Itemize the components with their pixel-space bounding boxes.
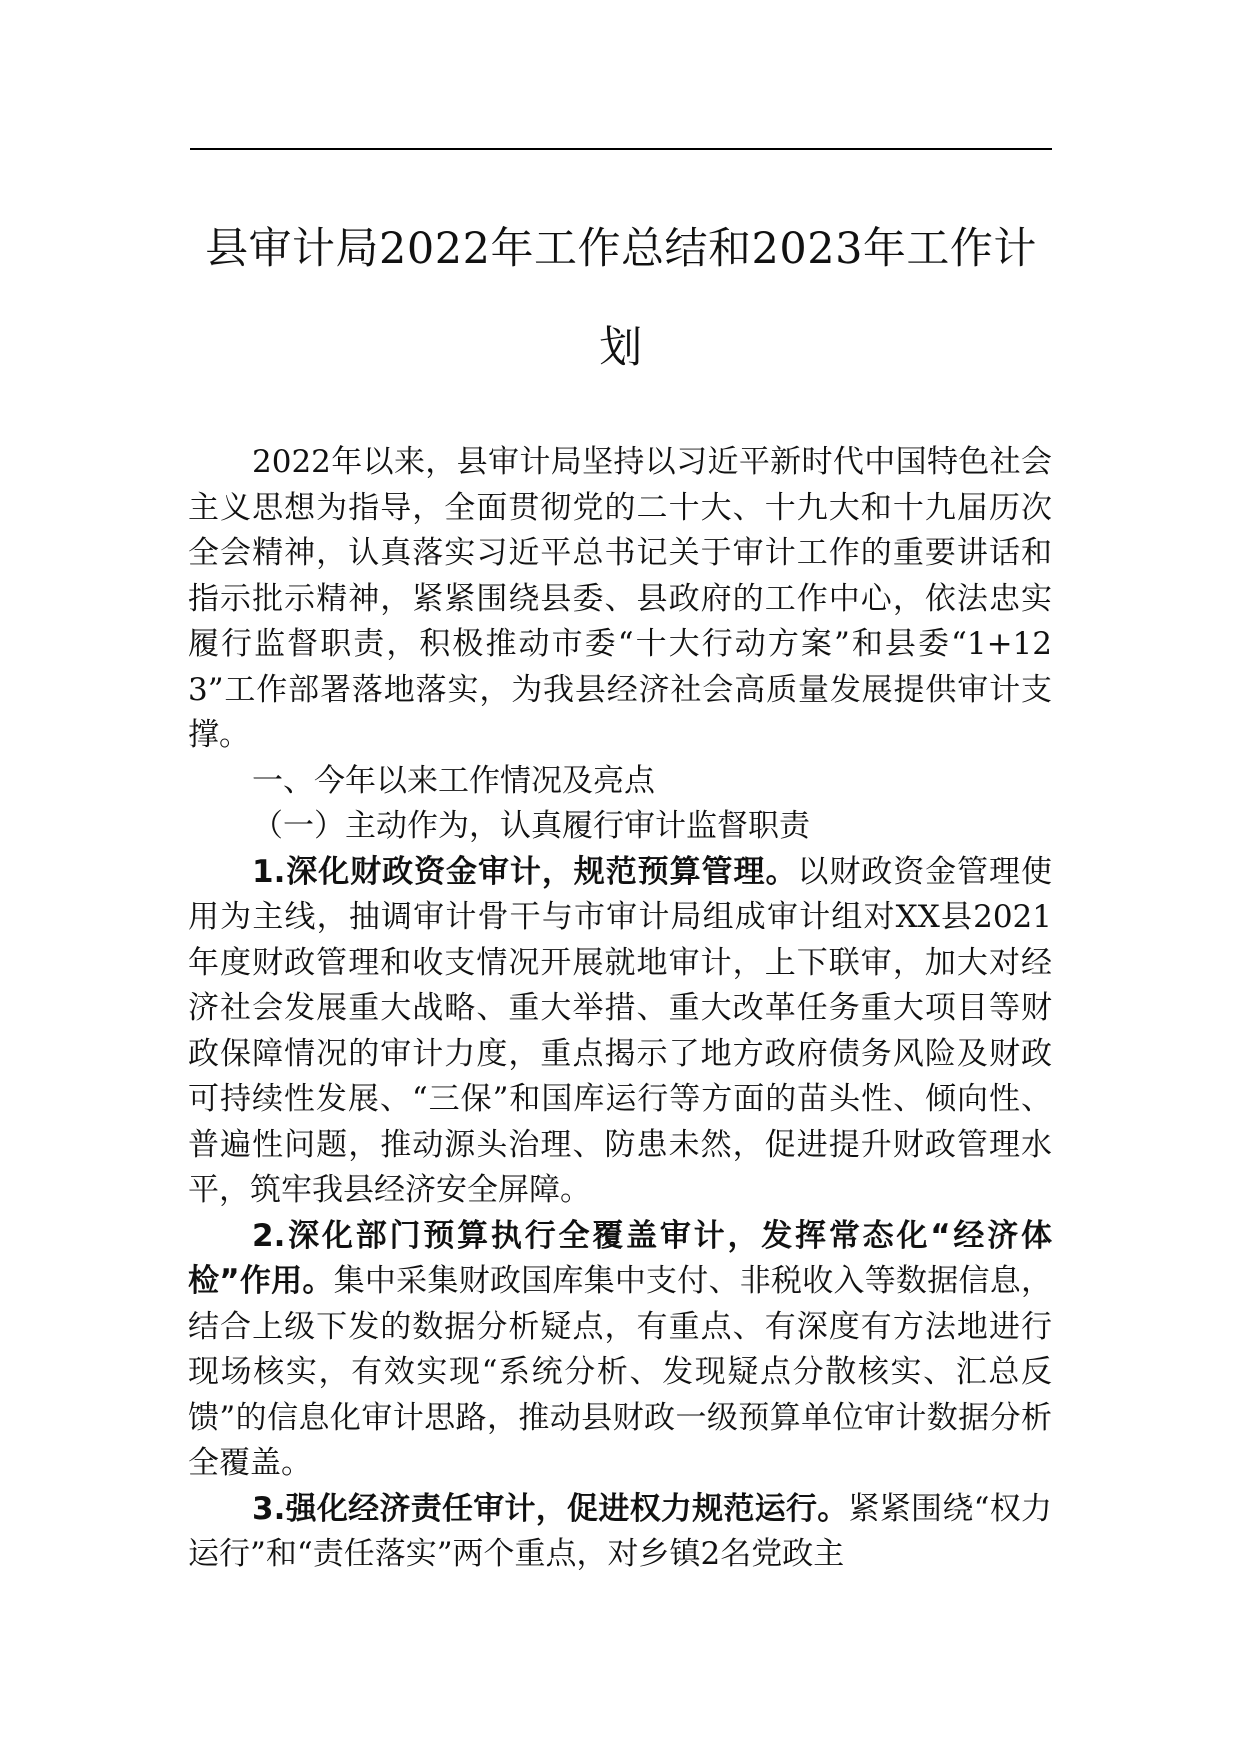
item-lead-1: 1.深化财政资金审计，规范预算管理。 — [252, 853, 798, 890]
item-text-3: 紧紧围绕“权力运行”和“责任落实”两个重点，对乡镇2名党政主 — [188, 1490, 1052, 1572]
header-rule — [190, 148, 1052, 150]
subsection-heading: （一）主动作为，认真履行审计监督职责 — [252, 808, 810, 844]
section-heading: 一、今年以来工作情况及亮点 — [252, 762, 655, 799]
item-lead-3: 3.强化经济责任审计，促进权力规范运行。 — [252, 1490, 849, 1527]
item-paragraph-3 — [188, 1487, 1052, 1578]
item-lead-2: 2.深化部门预算执行全覆盖审计，发挥常态化“经济体检”作用。 — [188, 1217, 1052, 1299]
item-text-1: 以财政资金管理使用为主线，抽调审计骨干与市审计局组成审计组对XX县2021年度财政管理和收支情况开展就地审计，上下联审，加大对经济社会发展重大战略、重大举措、重大改革任务重大项目等财政保障情况的审计力度，重点揭示了地方政府债务风险及财政可持续性发展、“三保”和国库运行等方面的苗头性、倾向性、普遍性问题，推动源头治理、防患未然，促进提升财政管理水平，筑牢我县经济安全屏障。 — [188, 853, 1052, 1208]
item-paragraph-2 — [188, 1214, 1052, 1487]
item-text-2: 集中采集财政国库集中支付、非税收入等数据信息，结合上级下发的数据分析疑点，有重点、有深度有方法地进行现场核实，有效实现“系统分析、发现疑点分散核实、汇总反馈”的信息化审计思路，推动县财政一级预算单位审计数据分析全覆盖。 — [188, 1263, 1053, 1481]
document-body — [188, 440, 1052, 1578]
item-paragraph-1 — [188, 850, 1052, 1214]
document-title: 县审计局2022年工作总结和2023年工作计划 — [205, 224, 1037, 373]
intro-paragraph: 2022年以来，县审计局坚持以习近平新时代中国特色社会主义思想为指导，全面贯彻党的二十大、十九大和十九届历次全会精神，认真落实习近平总书记关于审计工作的重要讲话和指示批示精神，紧紧围绕县委、县政府的工作中心，依法忠实履行监督职责，积极推动市委“十大行动方案”和县委“1+123”工作部署落地落实，为我县经济社会高质量发展提供审计支撑。 — [188, 444, 1052, 753]
